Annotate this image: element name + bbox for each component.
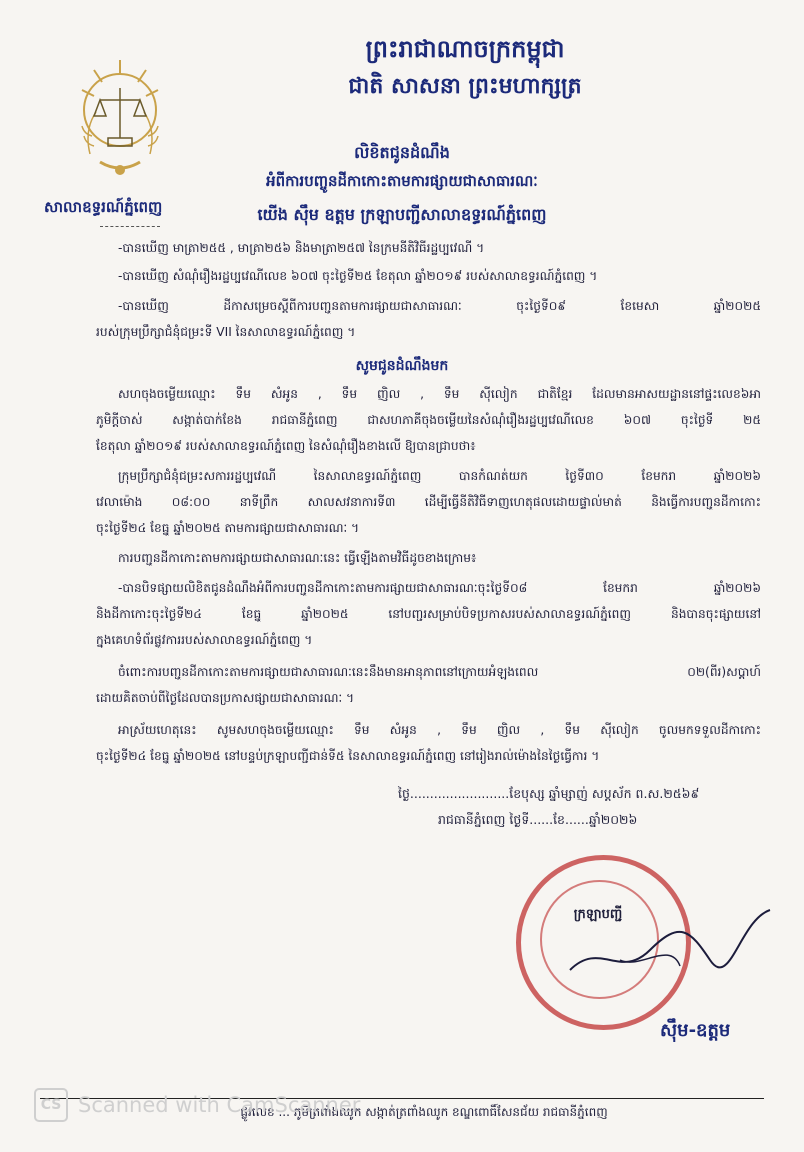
body-line: ភូមិក្ដីចាស់ សង្កាត់បាក់ខែង រាជធានីភ្នំពេញ ជាសហភាគីចុងចម្លើយនៃសំណុំរឿងរដ្ឋប្បវេណីលេខ ៦០៧ ចុះថ្ងៃទី ២៥ [96,413,761,427]
court-name: សាលាឧទ្ធរណ៍ភ្នំពេញ [44,198,163,216]
body-line: ក្នុងគេហទំព័រផ្លូវការរបស់សាលាឧទ្ធរណ៍ភ្នំពេញ ។ [96,633,313,647]
body-line: អាស្រ័យហេតុនេះ សូមសហចុងចម្លើយឈ្មោះ ទឹម សំអូន , ទឹម ញិល , ទឹម ស៊ីលៀក ចូលមកទទួលដីកាកោះ [118,723,761,737]
court-emblem-icon [70,50,170,190]
notice-heading: សូមជូនដំណឹងមក [355,358,449,374]
national-motto: ជាតិ សាសនា ព្រះមហាក្សត្រ [348,74,582,99]
body-line: ដោយគិតចាប់ពីថ្ងៃដែលបានប្រកាសផ្សាយជាសាធារណៈ ។ [96,691,355,705]
body-line: ចំពោះការបញ្ជូនដីកាកោះតាមការផ្សាយជាសាធារណៈនេះនឹងមានអានុភាពនៅក្រោយអំឡុងពេល ០២(ពីរ)សប្តាហ៍ [118,665,761,679]
document-type: លិខិតជូនដំណឹង [354,143,450,162]
footer-address: ផ្លូវលេខ ... ភូមិត្រពាំងឈូក សង្កាត់ត្រពាំងឈូក ខណ្ឌពោធិ៍សែនជ័យ រាជធានីភ្នំពេញ [240,1105,608,1119]
body-line: វេលាម៉ោង ០៨:០០ នាទីព្រឹក សាលសវនាការទី៣ ដើម្បីធ្វើនីតិវិធីទាញហេតុផលដោយផ្ទាល់មាត់ និងធ្វើការបញ្ជូនដីកាកោះ [96,495,761,509]
document-subject: អំពីការបញ្ចូនដីកាកោះតាមការផ្សាយជាសាធារណៈ [266,172,538,190]
signatory-position: ក្រឡាបញ្ជី [573,907,623,922]
body-line: -បានឃើញ មាត្រា២៥៥ , មាត្រា២៥៦ និងមាត្រា២៥៧ នៃក្រមនីតិវិធីរដ្ឋប្បវេណី ។ [118,241,485,255]
body-line: របស់ក្រុមប្រឹក្សាជំនុំជម្រះទី VII នៃសាលាឧទ្ធរណ៍ភ្នំពេញ ។ [96,325,356,339]
body-line: ការបញ្ជូនដីកាកោះតាមការផ្សាយជាសាធារណៈនេះ ធ្វើឡើងតាមវិធីដូចខាងក្រោម៖ [118,551,477,565]
body-line: -បានឃើញ ដីកាសម្រេចស្តីពីការបញ្ជូនតាមការផ្សាយជាសាធារណៈ ចុះថ្ងៃទី០៩ ខែមេសា ឆ្នាំ២០២៥ [118,299,761,313]
scanner-watermark [34,1088,360,1122]
body-line: ក្រុមប្រឹក្សាជំនុំជម្រះសការរដ្ឋប្បវេណី នៃសាលាឧទ្ធរណ៍ភ្នំពេញ បានកំណត់យក ថ្ងៃទី៣០ ខែមករា ឆ្នាំ២០២៦ [118,469,761,483]
body-line: សហចុងចម្លើយឈ្មោះ ទឹម សំអូន , ទឹម ញិល , ទឹម ស៊ីលៀក ជាតិខ្មែរ ដែលមានអាសយដ្ឋាននៅផ្ទះលេខ៦អា [118,387,761,401]
body-line: -បានឃើញ សំណុំរឿងរដ្ឋប្បវេណីលេខ ៦០៧ ចុះថ្ងៃទី២៥ ខែតុលា ឆ្នាំ២០១៩ របស់សាលាឧទ្ធរណ៍ភ្នំពេញ ។ [118,269,598,283]
body-line: ខែតុលា ឆ្នាំ២០១៩ របស់សាលាឧទ្ធរណ៍ភ្នំពេញ នៃសំណុំរឿងខាងលើ ឱ្យបានជ្រាបថា៖ [96,439,476,453]
lunar-date: ថ្ងៃ.........................ខែបុស្ស ឆ្នាំម្សាញ់ សប្តស័ក ព.ស.២៥៦៩ [398,786,700,801]
solar-date: រាជធានីភ្នំពេញ ថ្ងៃទី......ខែ......ឆ្នាំ២០២៦ [438,812,638,827]
signatory-name: ស៊ឹម-ឧត្តម [660,1020,731,1041]
body-line: ចុះថ្ងៃទី២៤ ខែធ្នូ ឆ្នាំ២០២៥ នៅបន្ទប់ក្រឡាបញ្ជីជាន់ទី៥ នៃសាលាឧទ្ធរណ៍ភ្នំពេញ នៅរៀងរាល់ម៉ោងនៃថ្ងៃធ្វើការ ។ [96,749,600,763]
camscanner-logo-icon: CS [34,1088,68,1122]
handwritten-signature [560,900,780,990]
kingdom-heading: ព្រះរាជាណាចក្រកម្ពុជា [365,35,565,63]
body-line: -បានបិទផ្សាយលិខិតជូនដំណឹងអំពីការបញ្ជូនដីកាកោះតាមការផ្សាយជាសាធារណៈចុះថ្ងៃទី០៨ ខែមករា ឆ្នាំ២០២៦ [118,581,761,595]
body-line: និងដីកាកោះចុះថ្ងៃទី២៤ ខែធ្នូ ឆ្នាំ២០២៥ នៅបញ្ជរសម្រាប់បិទប្រកាសរបស់សាលាឧទ្ធរណ៍ភ្នំពេញ និងបានចុះផ្សាយនៅ [96,607,761,621]
body-line: ចុះថ្ងៃទី២៤ ខែធ្នូ ឆ្នាំ២០២៥ តាមការផ្សាយជាសាធារណៈ ។ [96,521,360,535]
watermark-text: Scanned with CamScanner [78,1093,361,1117]
document-issuer: យើង ស៊ឹម ឧត្តម ក្រឡាបញ្ជីសាលាឧទ្ធរណ៍ភ្នំពេញ [257,205,547,224]
